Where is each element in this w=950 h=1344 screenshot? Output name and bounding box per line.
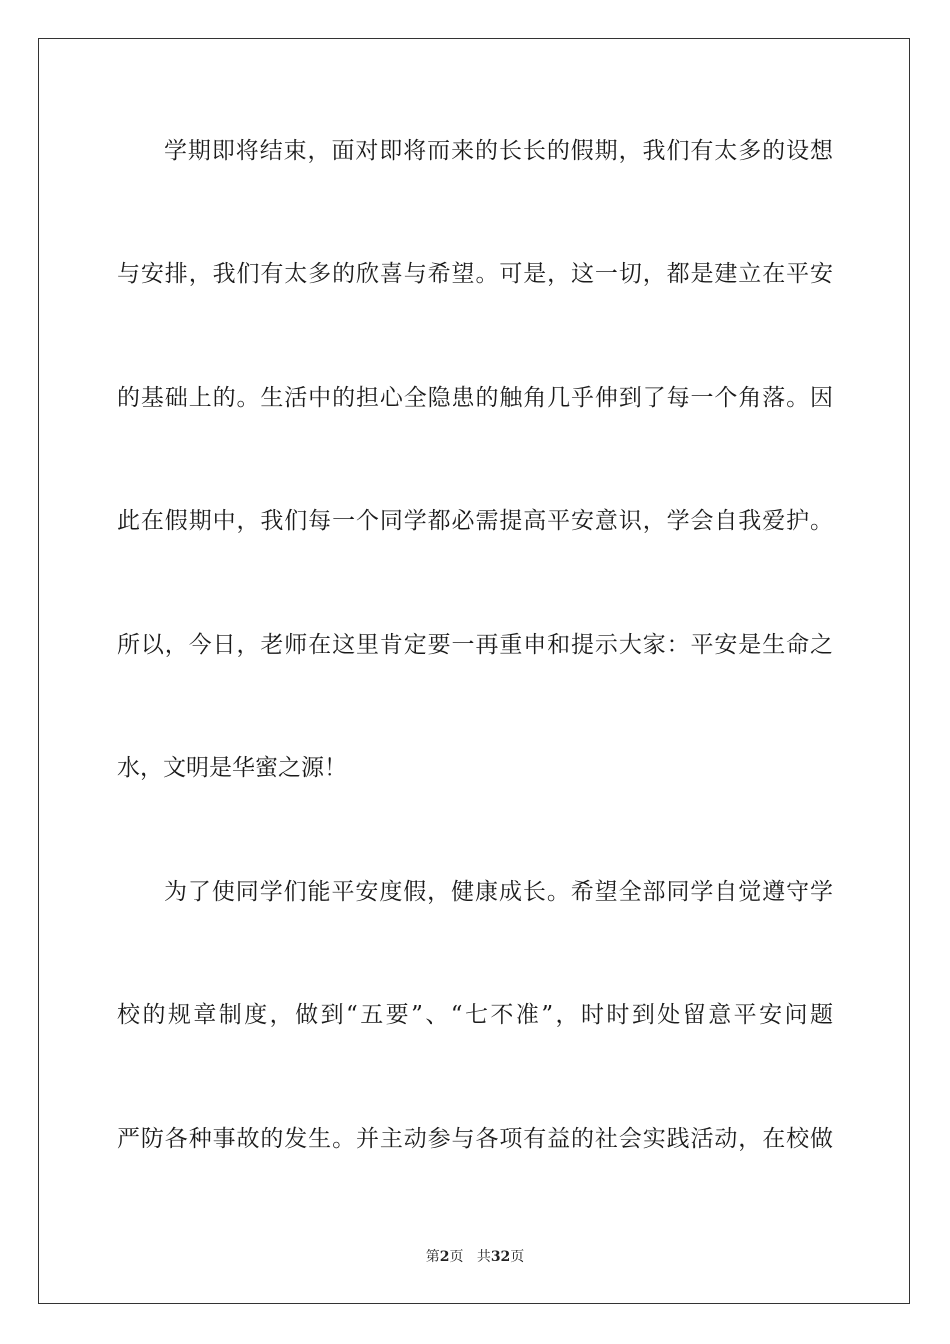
- paragraph-2-line-2: 校的规章制度，做到“五要”、“七不准”，时时到处留意平安问题: [117, 1002, 833, 1028]
- footer-total-prefix: 共: [476, 1249, 491, 1265]
- paragraph-2-line-3: 严防各种事故的发生。并主动参与各项有益的社会实践活动，在校做: [117, 1126, 833, 1152]
- paragraph-1-line-3: 的基础上的。生活中的担心全隐患的触角几乎伸到了每一个角落。因: [117, 385, 833, 411]
- page-footer: [0, 1248, 950, 1266]
- paragraph-2-line-1: 为了使同学们能平安度假，健康成长。希望全部同学自觉遵守学: [164, 879, 833, 905]
- paragraph-1-line-2: 与安排，我们有太多的欣喜与希望。可是，这一切，都是建立在平安: [117, 261, 833, 287]
- paragraph-1-line-4: 此在假期中，我们每一个同学都必需提高平安意识，学会自我爱护。: [117, 508, 833, 534]
- paragraph-1-line-6: 水，文明是华蜜之源！: [117, 755, 347, 781]
- footer-total-pages: 32: [490, 1249, 511, 1265]
- footer-page-suffix: 页: [449, 1249, 464, 1265]
- footer-total-suffix: 页: [510, 1249, 525, 1265]
- footer-page-number: 2: [439, 1249, 450, 1265]
- page-border: [38, 38, 910, 1304]
- paragraph-1-line-5: 所以，今日，老师在这里肯定要一再重申和提示大家：平安是生命之: [117, 632, 833, 658]
- footer-page-prefix: 第: [425, 1249, 440, 1265]
- paragraph-1-line-1: 学期即将结束，面对即将而来的长长的假期，我们有太多的设想: [164, 138, 833, 164]
